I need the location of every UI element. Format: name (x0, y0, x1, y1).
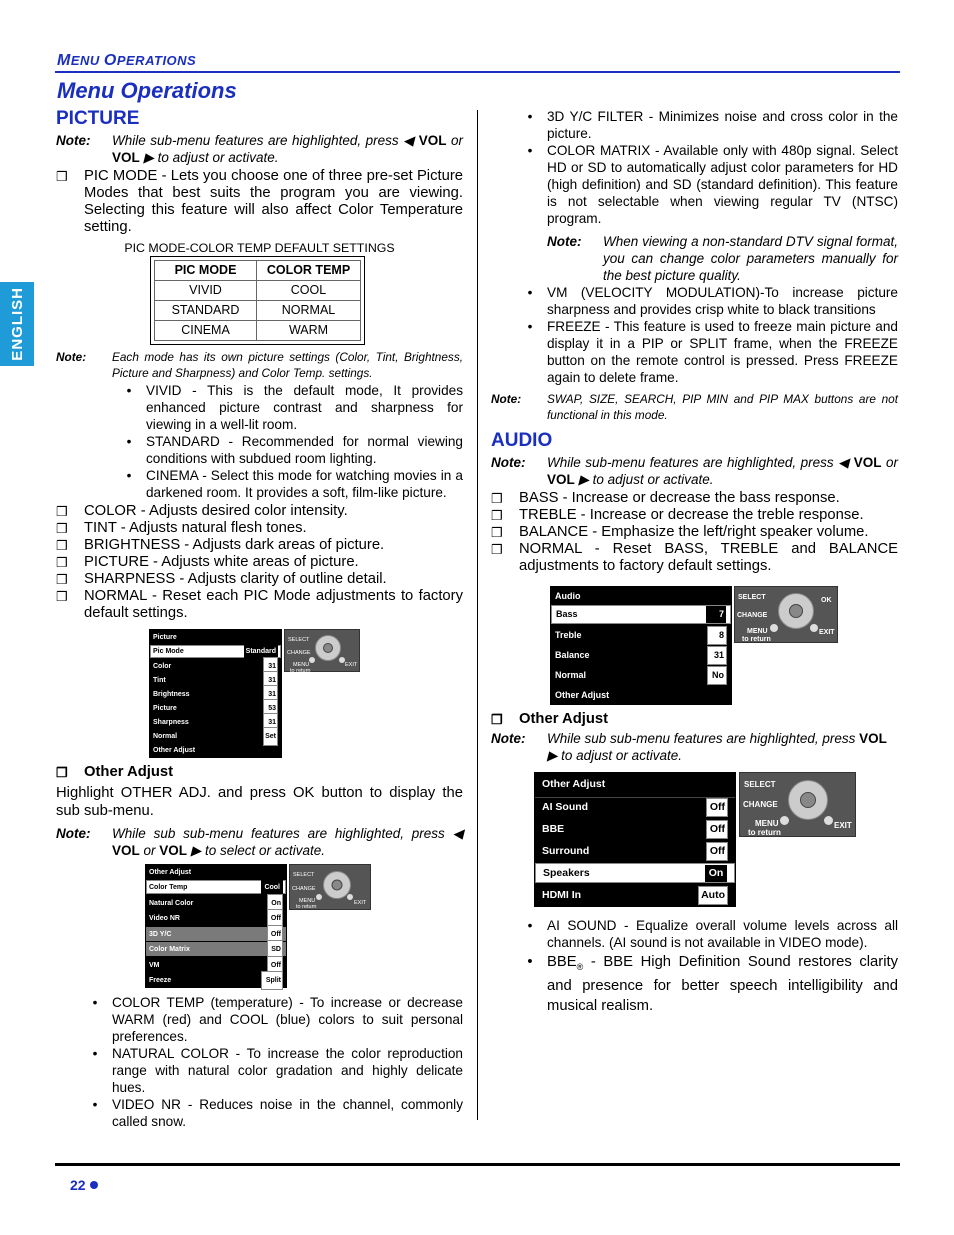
exit-button-icon (339, 657, 345, 663)
other-adjust-osd-menu (56, 864, 463, 992)
menu-row-hdmi-in: HDMI In Auto (535, 885, 735, 905)
menu-row-picture: Picture 53 (150, 702, 281, 715)
menu-row-other-adjust: Other Adjust (555, 689, 610, 700)
list-item: • COLOR TEMP (temperature) - To increase or decrease WARM (red) and COOL (blue) colors to suit personal preferences. (92, 995, 463, 1044)
menu-button-icon (316, 894, 322, 900)
list-item: ❒ NORMAL - Reset each PIC Mode adjustments to factory default settings. (56, 588, 463, 621)
page-title: Menu Operations (57, 78, 237, 103)
menu-button-icon (780, 816, 789, 825)
list-item: ❒ BALANCE - Emphasize the left/right speaker volume. (491, 524, 869, 540)
list-item: • FREEZE - This feature is used to freeze main picture and display it in a PIP or SPLIT frame, when the FREEZE button on the remote control is pressed. Press FREEZE again to delete frame. (527, 319, 898, 385)
audio-osd-menu (491, 586, 898, 706)
list-item: ❒ SHARPNESS - Adjusts clarity of outline detail. (56, 571, 387, 587)
dpad-icon (788, 780, 828, 820)
audio-note: Note: While sub-menu features are highlighted, press ◀ VOL or VOL ▶ to adjust or activate. (491, 455, 898, 487)
exit-button-icon (810, 624, 818, 632)
list-item: ❒ COLOR - Adjusts desired color intensity. (56, 503, 348, 519)
list-item: • NATURAL COLOR - To increase the color reproduction range with natural color gradation and highly delicate hues. (92, 1046, 463, 1095)
right-arrow-icon: ▶ (574, 472, 589, 487)
audio-other-osd-menu (491, 772, 898, 912)
other-adjust-text: Highlight OTHER ADJ. and press OK button to display the sub sub-menu. (56, 785, 463, 819)
list-item: • CINEMA - Select this mode for watching movies in a darkened room. It provides a soft, film-like picture. (126, 468, 463, 500)
list-item: • VIVID - This is the default mode, It provides enhanced picture contrast and sharpness for viewing in a well-lit room. (126, 383, 463, 432)
menu-row-bbe: BBE Off (535, 819, 735, 839)
menu-row-vm: VM Off (146, 958, 286, 972)
menu-title: Picture (153, 634, 177, 641)
menu-title: Other Adjust (542, 778, 606, 790)
column-divider (477, 110, 478, 1120)
menu-title: Other Adjust (149, 869, 192, 876)
table-row: STANDARD NORMAL (155, 301, 361, 321)
list-item: • COLOR MATRIX - Available only with 480p signal. Select HD or SD to automatically adjust color parameters for HD (high definition) and SD (standard definition). This feature is not selectable when viewing regular TV (NTSC) program. (527, 143, 898, 226)
other-adjust-heading: ❒ Other Adjust (56, 764, 174, 780)
running-header: MENU OPERATIONS (57, 52, 197, 69)
footer-rule (55, 1163, 900, 1166)
menu-row-ai-sound: AI Sound Off (535, 797, 735, 817)
menu-title: Audio (555, 590, 581, 601)
left-arrow-icon: ◀ (403, 133, 419, 148)
list-item: • AI SOUND - Equalize overall volume levels across all channels. (AI sound is not available in VIDEO mode). (527, 918, 898, 950)
menu-button-icon (770, 624, 778, 632)
list-item: • VM (VELOCITY MODULATION)-To increase picture sharpness and provides crisp white to black transitions (527, 285, 898, 317)
dtv-note: Note: When viewing a non-standard DTV signal format, you can change color parameters manually for the best picture quality. (547, 234, 898, 283)
menu-row-sharpness: Sharpness 31 (150, 716, 281, 729)
dpad-icon (315, 635, 341, 661)
list-item: ❒ TINT - Adjusts natural flesh tones. (56, 520, 307, 536)
right-arrow-icon: ▶ (187, 843, 202, 858)
menu-row-surround: Surround Off (535, 841, 735, 861)
table-caption: PIC MODE-COLOR TEMP DEFAULT SETTINGS (124, 241, 395, 255)
menu-row-brightness: Brightness 31 (150, 688, 281, 701)
other-adjust-note: Note: While sub sub-menu features are highlighted, press ◀ VOL or VOL ▶ to select or activate. (56, 826, 463, 858)
left-column (56, 107, 463, 1130)
list-item: • STANDARD - Recommended for normal viewing conditions with subdued room lighting. (126, 434, 463, 466)
language-tab: ENGLISH (0, 282, 34, 366)
swap-note: Note: SWAP, SIZE, SEARCH, PIP MIN and PIP MAX buttons are not functional in this mode. (491, 392, 898, 422)
list-item: ❒ PICTURE - Adjusts white areas of picture. (56, 554, 359, 570)
remote-guide: SELECT CHANGE MENU to return EXIT (289, 864, 371, 910)
list-item: ❒ BRIGHTNESS - Adjusts dark areas of picture. (56, 537, 385, 553)
menu-row-color-matrix: Color Matrix SD (146, 942, 286, 956)
menu-button-icon (309, 657, 315, 663)
right-arrow-icon: ▶ (139, 150, 154, 165)
audio-other-adjust-heading: ❒ Other Adjust (491, 711, 609, 727)
remote-guide: SELECT CHANGE MENU to return EXIT (284, 629, 360, 672)
menu-row-freeze: Freeze Split (146, 973, 286, 987)
remote-guide: SELECT CHANGE MENU to return EXIT (739, 772, 856, 837)
dpad-icon (778, 593, 814, 629)
menu-row-speakers: Speakers On (535, 863, 735, 883)
menu-row-natural-color: Natural Color On (146, 896, 286, 910)
left-arrow-icon: ◀ (838, 455, 854, 470)
remote-guide: SELECT CHANGE MENU to return EXIT OK (734, 586, 838, 643)
mode-settings-note: Note: Each mode has its own picture settings (Color, Tint, Brightness, Picture and Sharpness) and Color Temp. settings. (56, 350, 463, 380)
list-item: ❒ TREBLE - Increase or decrease the treble response. (491, 507, 864, 523)
pic-mode-item: ❒ PIC MODE - Lets you choose one of three pre-set Picture Modes that best suits the program you are viewing. Selecting this feature will also affect Color Temperature setting. (56, 168, 463, 235)
table-row: CINEMA WARM (155, 321, 361, 341)
pic-mode-table: PIC MODE COLOR TEMP VIVID COOL STANDARD NORMAL CINEMA WARM (154, 260, 361, 341)
list-item: ❒ BASS - Increase or decrease the bass response. (491, 490, 840, 506)
left-arrow-icon: ◀ (452, 826, 463, 841)
list-item: • VIDEO NR - Reduces noise in the channel, commonly called snow. (92, 1097, 463, 1129)
menu-row-bass: Bass 7 (551, 605, 731, 624)
audio-other-note: Note: While sub sub-menu features are highlighted, press VOL ▶ to adjust or activate. (491, 731, 887, 763)
audio-heading: AUDIO (491, 430, 553, 451)
menu-row-3d-yc: 3D Y/C Off (146, 927, 286, 941)
list-item: • $BBE_®$ - BBE High Definition Sound restores clarity and presence for better speech intelligibility and musical realism. (527, 954, 898, 1014)
exit-button-icon (824, 816, 833, 825)
menu-row-pic-mode: Pic Mode Standard (150, 645, 281, 658)
menu-row-color-temp: Color Temp Cool (146, 880, 286, 894)
menu-row-tint: Tint 31 (150, 674, 281, 687)
menu-row-balance: Balance 31 (551, 646, 731, 665)
right-arrow-icon: ▶ (547, 748, 562, 763)
picture-note: Note: While sub-menu features are highlighted, press ◀ VOL or VOL ▶ to adjust or activate. (56, 133, 463, 165)
menu-row-normal: Normal No (551, 666, 731, 685)
table-row: VIVID COOL (155, 281, 361, 301)
list-item: • 3D Y/C FILTER - Minimizes noise and cross color in the picture. (527, 109, 898, 141)
menu-row-normal: Normal Set (150, 730, 281, 743)
header-rule (55, 71, 900, 73)
bullet-dot-icon (90, 1181, 98, 1189)
list-item: ❒ NORMAL - Reset BASS, TREBLE and BALANCE adjustments to factory default settings. (491, 541, 898, 574)
page-number: 22 (70, 1177, 98, 1193)
menu-row-video-nr: Video NR Off (146, 911, 286, 925)
menu-row-color: Color 31 (150, 660, 281, 673)
exit-button-icon (347, 894, 353, 900)
picture-osd-menu (56, 629, 463, 761)
menu-row-treble: Treble 8 (551, 626, 731, 645)
menu-row-other-adjust: Other Adjust (153, 747, 196, 754)
picture-heading: PICTURE (56, 108, 140, 129)
right-column (491, 108, 898, 1016)
